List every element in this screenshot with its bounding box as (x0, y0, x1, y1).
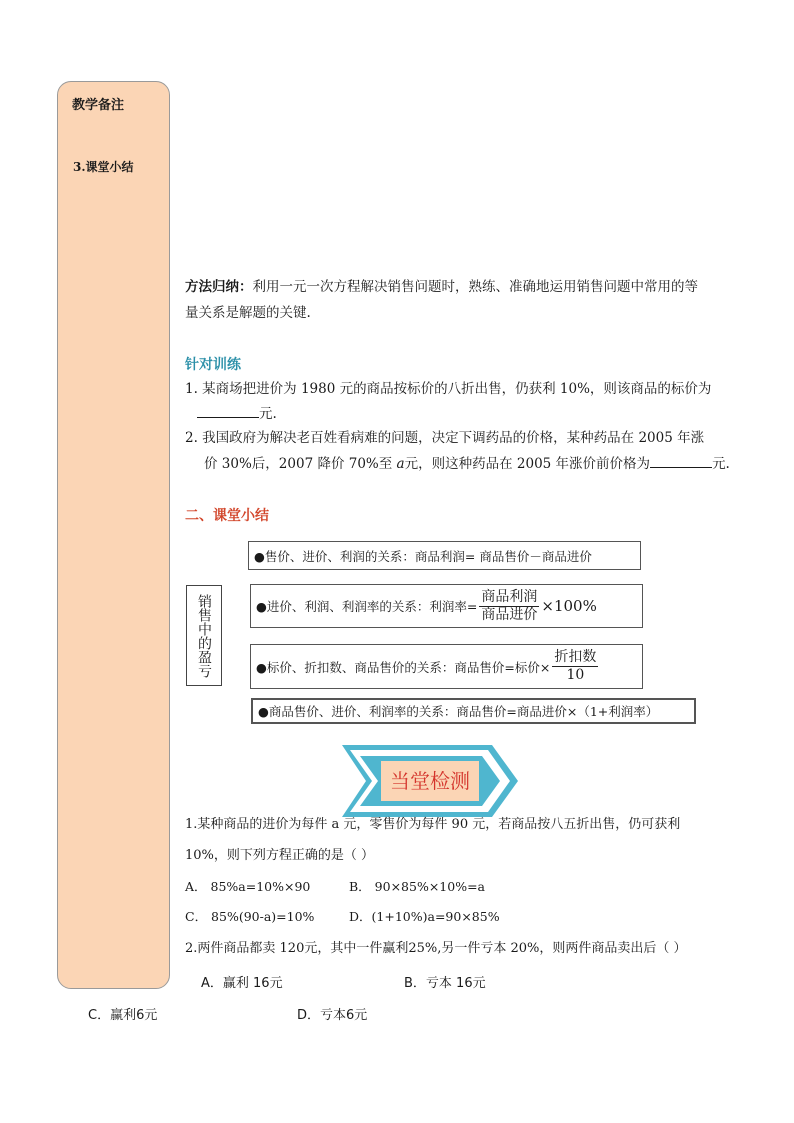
test-q1-line2: 10%，则下列方程正确的是（ ） (185, 848, 375, 863)
fraction-numerator: 商品利润 (481, 588, 538, 605)
practice-q1-line1: 1. 某商场把进价为 1980 元的商品按标价的八折出售，仍获利 10%，则该商品的标价为 (185, 381, 712, 397)
test-q1-option-b: B． 90×85%×10%=a (349, 879, 486, 894)
practice-q2-line1: 2. 我国政府为解决老百姓看病难的问题，决定下调药品的价格，某种药品在 2005 年涨 (185, 430, 705, 446)
test-q1-option-a: A． 85%a=10%×90 (185, 879, 311, 894)
sidebar-item-summary: 3.课堂小结 (73, 160, 134, 174)
practice-q2-text-b: 元，则这种药品在 2005 年涨价前价格为 (404, 456, 651, 472)
banner-title: 当堂检测 (390, 769, 470, 793)
sidebar-title: 教学备注 (72, 98, 125, 113)
variable-a: a (396, 456, 405, 472)
test-q2-line1: 2.两件商品都卖 120元，其中一件赢利25%,另一件亏本 20%，则两件商品卖出后（ ） (185, 941, 687, 956)
fraction-denominator: 10 (566, 667, 585, 683)
fraction-numerator: 折扣数 (554, 649, 597, 665)
summary-row-profit-rate (250, 584, 643, 628)
sidebar-notes-panel (57, 81, 170, 989)
method-text-1: 利用一元一次方程解决销售问题时，熟练、准确地运用销售问题中常用的等 (252, 279, 698, 295)
method-label: 方法归纳： (185, 279, 253, 295)
summary-r2-prefix: ●进价、利润、利润率的关系：利润率= (256, 599, 478, 614)
test-q1-option-c: C． 85%(90-a)=10% (185, 909, 315, 924)
summary-r3-prefix: ●标价、折扣数、商品售价的关系：商品售价=标价× (256, 659, 551, 675)
test-q2-option-b: B．亏本 16元 (404, 976, 486, 991)
answer-blank (197, 403, 259, 418)
test-q2-option-c: C．赢利6元 (88, 1008, 158, 1023)
summary-r2-suffix: ×100% (541, 597, 597, 615)
method-paragraph-line2: 量关系是解题的关键. (185, 305, 311, 321)
test-q2-option-d: D．亏本6元 (297, 1008, 368, 1023)
test-q2-option-a: A．赢利 16元 (201, 976, 283, 991)
summary-heading: 二、课堂小结 (185, 508, 269, 524)
test-q1-option-d: D．(1+10%)a=90×85% (349, 909, 500, 924)
summary-vertical-label: 销售中的盈亏 (196, 594, 212, 678)
practice-q1-suffix: 元. (259, 406, 277, 422)
answer-blank (650, 453, 712, 468)
summary-row-sale-price: ●商品售价、进价、利润率的关系：商品售价=商品进价×（1+利润率） (251, 698, 696, 724)
practice-heading: 针对训练 (185, 357, 241, 373)
summary-row-discount (250, 644, 643, 689)
test-q1-line1: 1.某种商品的进价为每件 a 元，零售价为每件 90 元，若商品按八五折出售，仍可获利 (185, 817, 681, 832)
practice-q1-line2 (197, 401, 277, 428)
practice-q2-suffix: 元. (712, 456, 730, 472)
practice-q2-line2 (204, 451, 730, 478)
summary-vertical-box (186, 585, 222, 686)
method-paragraph-line1 (185, 274, 698, 301)
discount-fraction (552, 649, 598, 684)
practice-q2-text-a: 价 30%后，2007 降价 70%至 (204, 456, 393, 472)
summary-row-profit: ●售价、进价、利润的关系：商品利润= 商品售价－商品进价 (248, 541, 641, 570)
profit-rate-fraction (479, 589, 539, 624)
fraction-denominator: 商品进价 (481, 606, 538, 623)
